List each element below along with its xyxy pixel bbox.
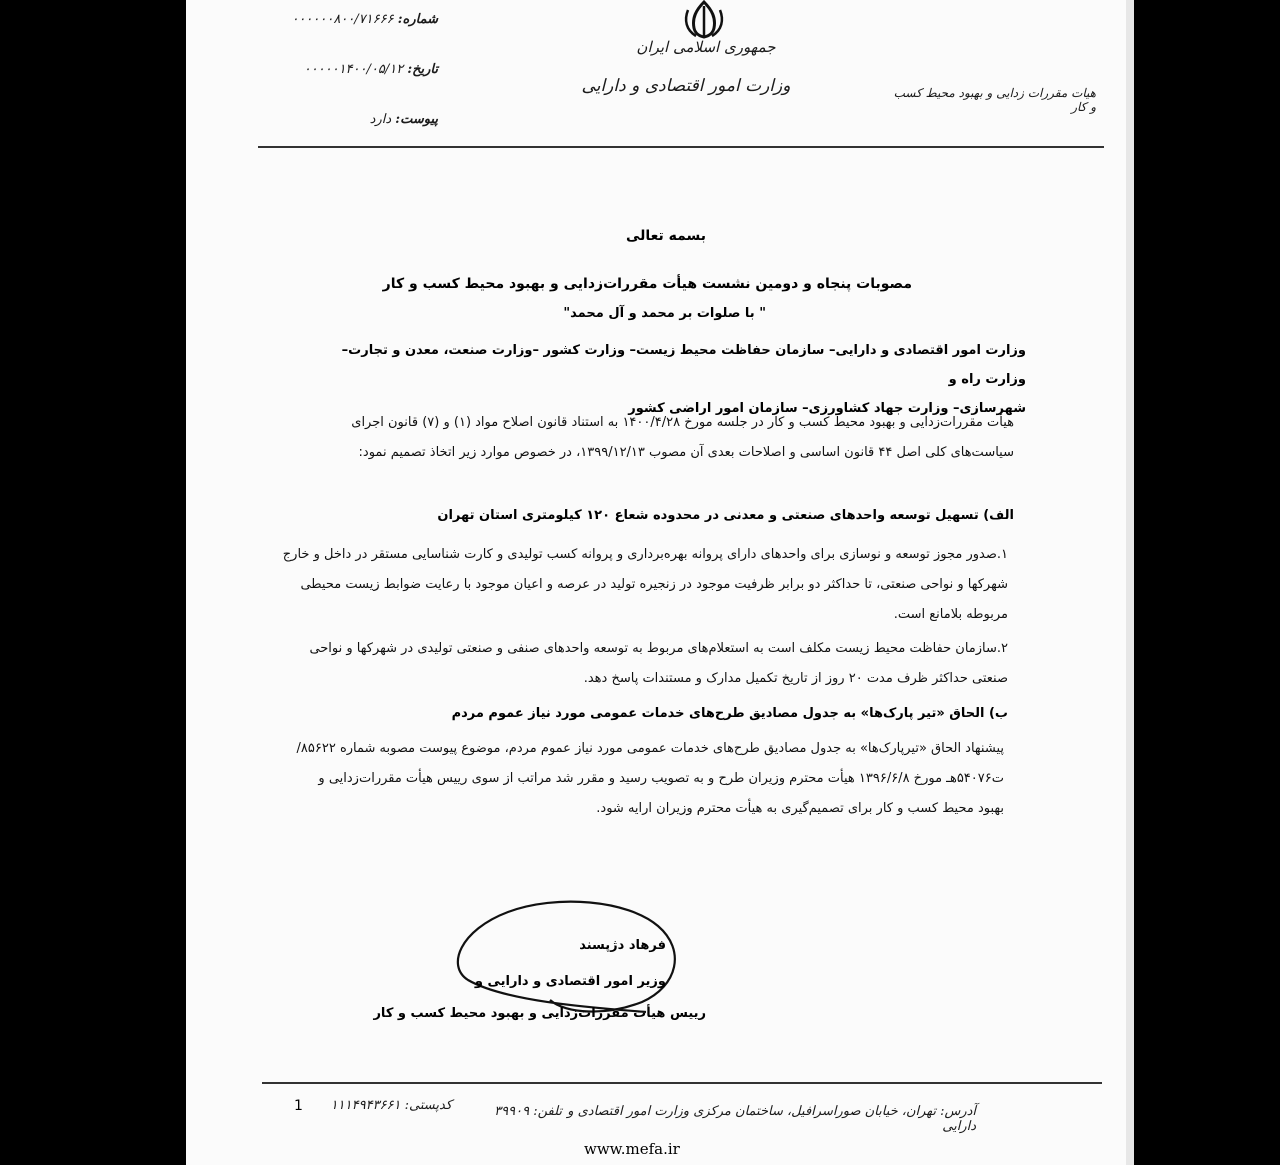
emblem-icon: [674, 0, 734, 40]
republic-title: جمهوری اسلامی ایران: [636, 38, 776, 56]
date-value: ۰۰۰۰۰۱۴۰۰/۰۵/۱۲: [303, 62, 404, 77]
attachment-value: دارد: [369, 112, 392, 127]
number-value: ۰۰۰۰۰۰۸۰۰/۷۱۶۶۶: [291, 12, 394, 27]
signatory-role: رییس هیأت مقررات‌زدایی و بهبود محیط کسب و کار: [373, 1006, 706, 1021]
salavat-line: " با صلوات بر محمد و آل محمد": [563, 306, 766, 321]
recipients-line: شهرسازی– وزارت جهاد کشاورزی– سازمان امور اراضی کشور: [628, 401, 1026, 416]
letter-number: [291, 12, 438, 27]
letter-date: [304, 62, 438, 77]
ministry-title: وزارت امور اقتصادی و دارایی: [581, 76, 791, 96]
footer-divider: [262, 1082, 1102, 1084]
intro-paragraph: هیأت مقررات‌زدایی و بهبود محیط کسب و کار در جلسه مورخ ۱۴۰۰/۴/۲۸ به استناد قانون اصلاح مواد (۱) و (۷) قانون اجرای سیاست‌های کلی اصل ۴۴ قانون اساسی و اصلاحات بعدی آن مصوب ۱۳۹۹/۱۲/۱۳، در خصوص موارد زیر اتخاذ تصمیم نمود:: [351, 415, 1014, 460]
letter-attachment: [370, 112, 438, 127]
document-title: مصوبات پنجاه و دومین نشست هیأت مقررات‌زدایی و بهبود محیط کسب و کار: [382, 276, 912, 292]
recipients-line: وزارت امور اقتصادی و دارایی– سازمان حفاظت محیط زیست– وزارت کشور –وزارت صنعت، معدن و تجارت– وزارت راه و: [341, 343, 1026, 387]
footer-address: آدرس: تهران، خیابان صوراسرافیل، ساختمان مرکزی وزارت امور اقتصادی و دارایی: [567, 1104, 976, 1134]
bismillah: بسمه تعالی: [625, 228, 707, 244]
page-number: 1: [294, 1098, 303, 1114]
section-a-item-1: ۱.صدور مجوز توسعه و نوسازی برای واحدهای دارای پروانه بهره‌برداری و پروانه کسب تولیدی و کارت شناسایی مستقر در داخل و خارج شهرکها و نواحی صنعتی، تا حداکثر دو برابر ظرفیت موجود در زنجیره تولید در عرصه و اعیان موجود با رعایت ضوابط زیست محیطی مربوطه بلامانع است.: [282, 547, 1008, 622]
footer-phone: تلفن: ۳۹۹۰۹: [494, 1104, 562, 1119]
signatory-title: وزیر امور اقتصادی و دارایی و: [474, 974, 666, 989]
signature-scribble: [446, 890, 706, 1020]
section-a-item-2: ۲.سازمان حفاظت محیط زیست مکلف است به استعلام‌های مربوط به توسعه واحدهای صنفی و صنعتی تولیدی در شهرکها و نواحی صنعتی حداکثر ظرف مدت ۲۰ روز از تاریخ تکمیل مدارک و مستندات پاسخ دهد.: [309, 641, 1008, 686]
number-label: شماره:: [397, 12, 438, 27]
signatory-name: فرهاد دژپسند: [579, 938, 666, 953]
website-link[interactable]: www.mefa.ir: [584, 1140, 680, 1158]
document-page: [186, 0, 1126, 1165]
date-label: تاریخ:: [407, 62, 438, 77]
attachment-label: پیوست:: [395, 112, 438, 127]
board-header: هیات مقررات زدایی و بهبود محیط کسب و کار: [893, 86, 1096, 114]
section-a-heading: الف) تسهیل توسعه واحدهای صنعتی و معدنی در محدوده شعاع ۱۲۰ کیلومتری استان تهران: [437, 508, 1014, 523]
footer-postal-code: کدپستی: ۱۱۱۴۹۴۳۶۶۱: [330, 1098, 452, 1113]
paper-edge: [1126, 0, 1134, 1165]
section-b-heading: ب) الحاق «تیر پارک‌ها» به جدول مصادیق طرح‌های خدمات عمومی مورد نیاز عموم مردم: [451, 706, 1008, 721]
header-divider: [258, 146, 1104, 148]
section-b-paragraph: پیشنهاد الحاق «تیرپارک‌ها» به جدول مصادیق طرح‌های خدمات عمومی مورد نیاز عموم مردم، موضوع پیوست مصوبه شماره ۸۵۶۲۲/ت۵۴۰۷۶هـ مورخ ۱۳۹۶/۶/۸ هیأت محترم وزیران طرح و به تصویب رسید و مقرر شد مراتب از سوی رییس هیأت مقررات‌زدایی و بهبود محیط کسب و کار برای تصمیم‌گیری به هیأت محترم وزیران ارایه شود.: [296, 741, 1004, 816]
